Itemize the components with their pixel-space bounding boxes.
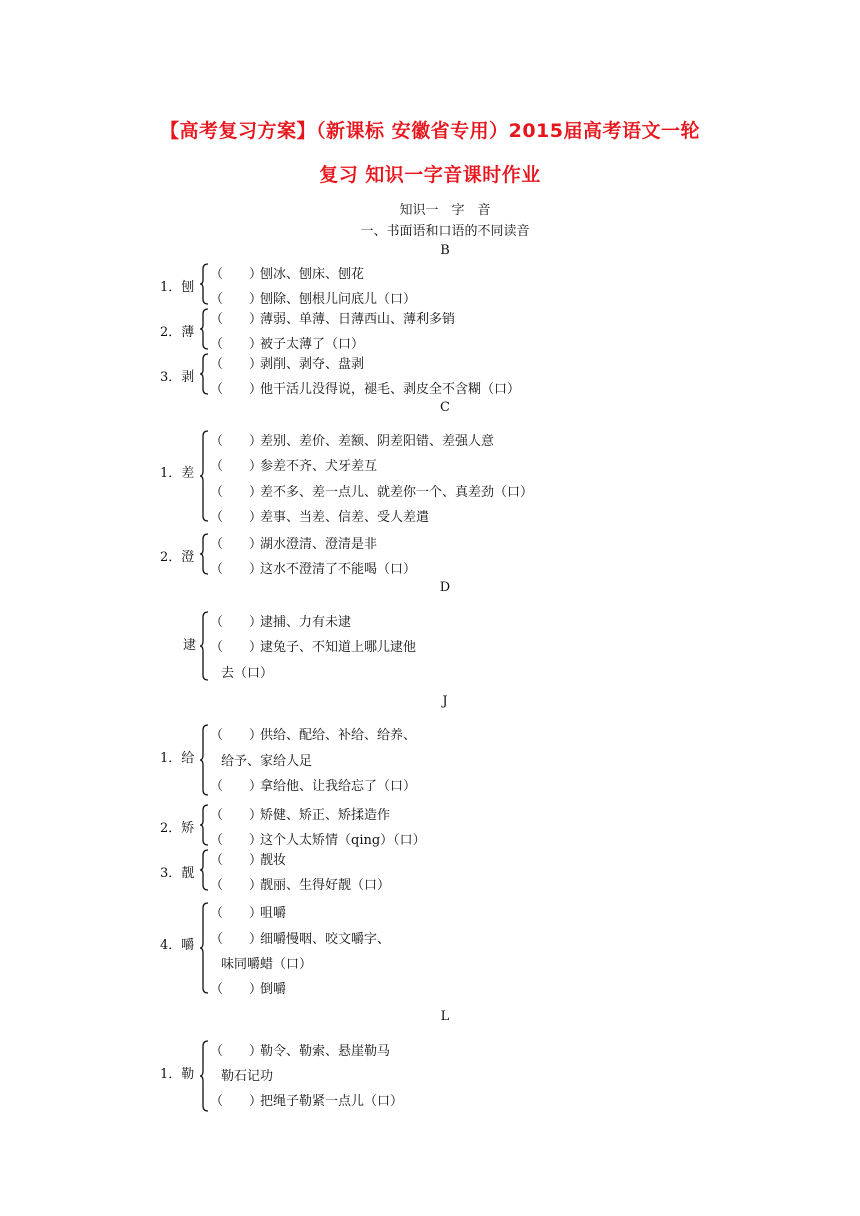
entry-line-jiao-1: （ ）矫健、矫正、矫揉造作 xyxy=(210,804,390,823)
section-heading: 知识一 字 音 xyxy=(399,203,491,218)
entry-line-jiao2-4: （ ）倒嚼 xyxy=(210,978,286,997)
brace-dai xyxy=(200,611,210,681)
pinyin-blank[interactable]: （ ） xyxy=(210,537,263,552)
entry-char-jing: 3．靓 xyxy=(160,866,195,881)
entry-char-bo: 2．薄 xyxy=(160,325,195,340)
pinyin-blank[interactable]: （ ） xyxy=(210,615,263,630)
entry-line-gei-1: （ ）供给、配给、补给、给养、 xyxy=(210,724,416,743)
entry-line-bo-2: （ ）被子太薄了（口） xyxy=(210,333,364,352)
section-subheading: 一、书面语和口语的不同读音 xyxy=(360,224,530,239)
entry-line-cha-1: （ ）差别、差价、差额、阴差阳错、差强人意 xyxy=(210,430,494,449)
entry-char-gei: 1．给 xyxy=(160,751,195,766)
entry-char-jiao2: 4．嚼 xyxy=(160,938,195,953)
brace-jing xyxy=(200,849,210,891)
entry-line-jiao2-2: （ ）细嚼慢咽、咬文嚼字、 xyxy=(210,928,390,947)
entry-char-jiao: 2．矫 xyxy=(160,821,195,836)
entry-line-jing-1: （ ）靓妆 xyxy=(210,849,286,868)
pinyin-blank[interactable]: （ ） xyxy=(210,337,263,352)
pinyin-blank[interactable]: （ ） xyxy=(210,932,263,947)
letter-heading-d: D xyxy=(439,580,451,595)
pinyin-blank[interactable]: （ ） xyxy=(210,779,263,794)
pinyin-blank[interactable]: （ ） xyxy=(210,562,263,577)
pinyin-blank[interactable]: （ ） xyxy=(210,434,263,449)
entry-line-bo2-2: （ ）他干活儿没得说，褪毛、剥皮全不含糊（口） xyxy=(210,378,520,397)
entry-line-jiao-2: （ ）这个人太矫情（qing）（口） xyxy=(210,829,426,848)
pinyin-blank[interactable]: （ ） xyxy=(210,485,263,500)
entry-line-bo2-1: （ ）剥削、剥夺、盘剥 xyxy=(210,353,364,372)
brace-bao xyxy=(200,263,210,305)
pinyin-blank[interactable]: （ ） xyxy=(210,640,263,655)
brace-le xyxy=(200,1040,210,1112)
pinyin-blank[interactable]: （ ） xyxy=(210,459,263,474)
pinyin-blank[interactable]: （ ） xyxy=(210,808,263,823)
entry-line-dai-1: （ ）逮捕、力有未逮 xyxy=(210,611,351,630)
entry-char-cha: 1．差 xyxy=(160,466,195,481)
brace-cheng xyxy=(200,533,210,575)
letter-heading-l: L xyxy=(440,1009,450,1024)
pinyin-blank[interactable]: （ ） xyxy=(210,382,263,397)
pinyin-blank[interactable]: （ ） xyxy=(210,292,263,307)
entry-line-jiao2-3: 味同嚼蜡（口） xyxy=(221,957,313,972)
entry-line-gei-3: （ ）拿给他、让我给忘了（口） xyxy=(210,775,416,794)
entry-line-le-3: （ ）把绳子勒紧一点儿（口） xyxy=(210,1090,403,1109)
brace-bo2 xyxy=(200,353,210,395)
entry-line-cheng-1: （ ）湖水澄清、澄清是非 xyxy=(210,533,377,552)
entry-line-jing-2: （ ）靓丽、生得好靓（口） xyxy=(210,874,390,893)
entry-line-jiao2-1: （ ）咀嚼 xyxy=(210,902,286,921)
brace-bo xyxy=(200,308,210,350)
entry-line-dai-3: 去（口） xyxy=(221,666,274,681)
pinyin-blank[interactable]: （ ） xyxy=(210,906,263,921)
pinyin-blank[interactable]: （ ） xyxy=(210,1094,263,1109)
entry-line-bo-1: （ ）薄弱、单薄、日薄西山、薄利多销 xyxy=(210,308,455,327)
brace-cha xyxy=(200,430,210,522)
letter-heading-b: B xyxy=(440,243,450,258)
pinyin-blank[interactable]: （ ） xyxy=(210,878,263,893)
brace-gei xyxy=(200,724,210,796)
letter-heading-j: J xyxy=(442,694,448,709)
entry-line-cha-2: （ ）参差不齐、犬牙差互 xyxy=(210,455,377,474)
pinyin-blank[interactable]: （ ） xyxy=(210,728,263,743)
entry-line-le-2: 勒石记功 xyxy=(221,1069,274,1084)
entry-line-cha-4: （ ）差事、当差、信差、受人差遣 xyxy=(210,506,429,525)
entry-char-le: 1．勒 xyxy=(160,1067,195,1082)
pinyin-blank[interactable]: （ ） xyxy=(210,510,263,525)
entry-line-bao-2: （ ）刨除、刨根儿问底儿（口） xyxy=(210,288,416,307)
pinyin-blank[interactable]: （ ） xyxy=(210,853,263,868)
document-title-line2: 复习 知识一字音课时作业 xyxy=(319,164,541,186)
entry-char-dai: 逮 xyxy=(183,638,197,653)
pinyin-blank[interactable]: （ ） xyxy=(210,833,263,848)
entry-line-gei-2: 给予、家给人足 xyxy=(221,754,313,769)
entry-line-cha-3: （ ）差不多、差一点儿、就差你一个、真差劲（口） xyxy=(210,481,533,500)
entry-line-le-1: （ ）勒令、勒索、悬崖勒马 xyxy=(210,1040,390,1059)
pinyin-blank[interactable]: （ ） xyxy=(210,267,263,282)
entry-line-bao-1: （ ）刨冰、刨床、刨花 xyxy=(210,263,364,282)
entry-char-cheng: 2．澄 xyxy=(160,550,195,565)
entry-char-bo2: 3．剥 xyxy=(160,370,195,385)
letter-heading-c: C xyxy=(440,400,450,415)
brace-jiao xyxy=(200,804,210,846)
brace-jiao2 xyxy=(200,902,210,994)
pinyin-blank[interactable]: （ ） xyxy=(210,1044,263,1059)
entry-line-cheng-2: （ ）这水不澄清了不能喝（口） xyxy=(210,558,416,577)
pinyin-blank[interactable]: （ ） xyxy=(210,357,263,372)
pinyin-blank[interactable]: （ ） xyxy=(210,982,263,997)
entry-char-bao: 1．刨 xyxy=(160,280,195,295)
entry-line-dai-2: （ ）逮兔子、不知道上哪儿逮他 xyxy=(210,636,416,655)
pinyin-blank[interactable]: （ ） xyxy=(210,312,263,327)
document-title-line1: 【高考复习方案】（新课标 安徽省专用）2015届高考语文一轮 xyxy=(160,120,700,142)
